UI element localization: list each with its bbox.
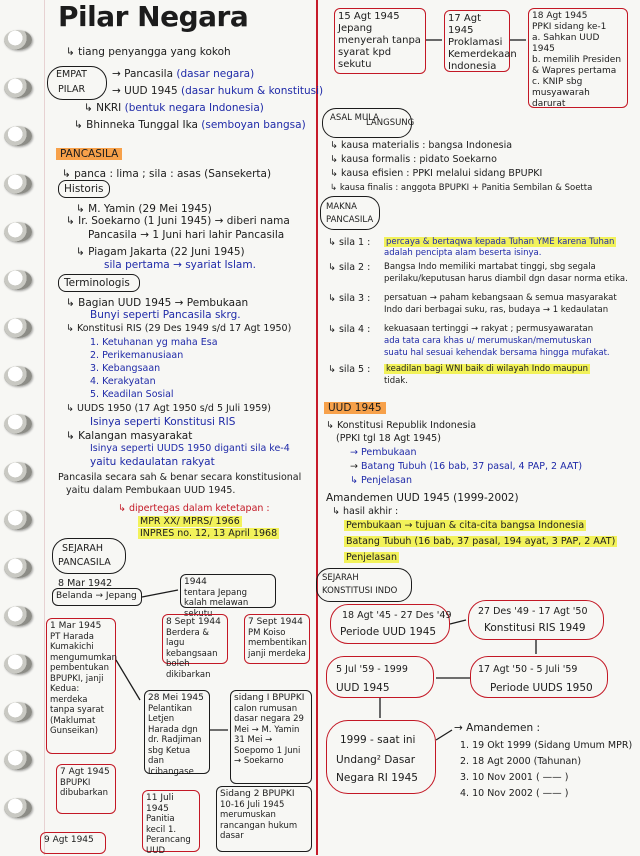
ring-icon [4,126,32,146]
sila-desc: keadilan bagi WNI baik di wilayah Indo maupun [386,364,589,374]
terminologis-item: ↳ Kalangan masyarakat [66,430,193,442]
asal-mula-label: ASAL MULA [330,113,379,123]
terminologis-item: Bunyi seperti Pancasila skrg. [90,309,241,321]
pilar-item: → Pancasila (dasar negara) [112,68,255,80]
sejarah-label: SEJARAH [322,573,359,583]
ring-icon [4,270,32,290]
terminologis-item: Isinya seperti Konstitusi RIS [90,416,236,428]
conclusion-line: Pancasila secara sah & benar secara konstitusional [58,472,302,483]
ring-icon [4,654,32,674]
sila-name: ↳ sila 3 : [328,293,371,304]
ring-icon [4,462,32,482]
sila-desc: persatuan → paham kebangsaan & semua masyarakat [384,293,617,303]
uud-part: → Batang Tubuh (16 bab, 37 pasal, 4 PAP, 2 AAT) [350,461,583,472]
historis-item: sila pertama → syariat Islam. [104,259,256,271]
pancasila-etymology: ↳ panca : lima ; sila : asas (Sansekerta) [62,168,272,180]
sila-name: ↳ sila 1 : [328,237,371,248]
pilar-label: PILAR [58,84,86,95]
mpr-decree: MPR XX/ MPRS/ 1966 [140,516,240,527]
amandemen-item: 2. 18 Agt 2000 (Tahunan) [460,756,582,767]
ring-icon [4,606,32,626]
asal-mula-item: ↳ kausa formalis : pidato Soekarno [330,154,497,165]
ring-icon [4,318,32,338]
arrow-connector [142,590,178,597]
sila-name: ↳ sila 2 : [328,262,371,273]
arrow-connector [436,730,452,740]
arrow-connector [116,660,140,700]
uud-hasil: ↳ hasil akhir : [332,506,399,517]
sila-list-item: 1. Ketuhanan yg maha Esa [90,337,218,348]
page-title: Pilar Negara [58,0,249,33]
konstitusi-label: KONSTITUSI INDO [322,586,398,596]
periode-date: 5 Jul '59 - 1999 [336,664,408,675]
periode-name: UUD 1945 [336,682,390,694]
pancasila-label: PANCASILA [326,215,374,225]
sila-desc: kekuasaan tertinggi → rakyat ; permusyawaratan [384,324,594,334]
dipertegas-note: ↳ dipertegas dalam ketetapan : [118,503,270,514]
timeline-box-bpupki: 1 Mar 1945 PT Harada Kumakichi mengumumkan pembentukan BPUPKI, janji Kedua: merdeka tanpa syarat (Maklumat Gunseikan) [46,618,116,754]
arrow-connector [450,620,466,624]
periode-date: 27 Des '49 - 17 Agt '50 [478,606,588,617]
terminologis-item: yaitu kedaulatan rakyat [90,456,215,468]
uud-line: (PPKI tgl 18 Agt 1945) [336,433,441,444]
historis-label: Historis [64,183,104,195]
timeline-date: 8 Mar 1942 [58,578,113,589]
ring-icon [4,366,32,386]
periode-date: 1999 - saat ini [340,734,416,746]
uud-hasil-item: Penjelasan [346,552,397,563]
timeline-box: 15 Agt 1945 Jepang menyerah tanpa syarat kpd sekutu [334,8,426,74]
ring-icon [4,222,32,242]
uud-part: → Pembukaan [350,447,417,458]
asal-mula-item: ↳ kausa materialis : bangsa Indonesia [330,140,513,151]
timeline-box-ppki: 18 Agt 1945 PPKI sidang ke-1 a. Sahkan UUD 1945 b. memilih Presiden & Wapres pertama c. KNIP sbg musyawarah darurat [528,8,628,108]
periode-date: 17 Agt '50 - 5 Juli '59 [478,664,578,675]
terminologis-label: Terminologis [64,277,130,289]
sila-name: ↳ sila 4 : [328,324,371,335]
timeline-box: 1944 tentara Jepang kalah melawan sekutu [180,574,276,608]
terminologis-item: ↳ Konstitusi RIS (29 Des 1949 s/d 17 Agt 1950) [66,323,292,334]
sila-desc: percaya & bertaqwa kepada Tuhan YME karena Tuhan [386,237,615,247]
amandemen-item: 3. 10 Nov 2001 ( —— ) [460,772,569,783]
sila-list-item: 5. Keadilan Sosial [90,389,174,400]
ring-icon [4,558,32,578]
periode-name: Undang² Dasar [336,754,416,766]
timeline-box: sidang I BPUPKI calon rumusan dasar negara 29 Mei → M. Yamin 31 Mei → Soepomo 1 Juni → Soekarno [230,690,312,784]
asal-mula-item: ↳ kausa finalis : anggota BPUPKI + Panitia Sembilan & Soetta [330,183,593,193]
sila-list-item: 3. Kebangsaan [90,363,161,374]
uud-part: ↳ Penjelasan [350,475,412,486]
ring-icon [4,510,32,530]
periode-date: 18 Agt '45 - 27 Des '49 [342,610,452,621]
definition: ↳ tiang penyangga yang kokoh [66,46,231,58]
terminologis-item: ↳ UUDS 1950 (17 Agt 1950 s/d 5 Juli 1959) [66,403,272,414]
ring-icon [4,30,32,50]
sila-list-item: 4. Kerakyatan [90,376,156,387]
timeline-box: Belanda → Jepang [52,588,142,606]
pancasila-header: PANCASILA [56,148,122,160]
pancasila-label: PANCASILA [58,557,111,568]
inpres-decree: INPRES no. 12, 13 April 1968 [140,528,278,539]
timeline-box: 9 Agt 1945 [40,832,106,854]
terminologis-item: Isinya seperti UUDS 1950 diganti sila ke-4 [90,443,290,454]
ring-icon [4,78,32,98]
uud-header: UUD 1945 [324,402,386,414]
periode-name: Negara RI 1945 [336,772,418,784]
uud-hasil-item: Batang Tubuh (16 bab, 37 pasal, 194 ayat, 3 PAP, 2 AAT) [346,536,616,547]
periode-name: Periode UUDS 1950 [490,682,593,694]
sila-desc: ada tata cara khas u/ merumuskan/memutuskan [384,336,592,346]
sila-desc: suatu hal sesuai kehendak bersama hingga mufakat. [384,348,610,358]
uud-line: ↳ Konstitusi Republik Indonesia [326,420,477,431]
periode-name: Periode UUD 1945 [340,626,437,638]
historis-item: ↳ Ir. Soekarno (1 Juni 1945) → diberi nama [66,215,290,227]
empat-label: EMPAT [56,69,87,80]
ring-icon [4,798,32,818]
sejarah-label: SEJARAH [62,543,104,554]
margin-line [44,0,45,855]
sila-desc: perilaku/keputusan harus diambil dgn dasar norma etika. [384,274,628,284]
ring-icon [4,750,32,770]
sila-desc: adalah pencipta alam beserta isinya. [384,248,542,258]
langsung-label: LANGSUNG [366,118,415,128]
timeline-box: 8 Sept 1944 Berdera & lagu kebangsaan boleh dikibarkan [162,614,228,664]
historis-item: ↳ Piagam Jakarta (22 Juni 1945) [76,246,245,258]
timeline-box: 7 Sept 1944 PM Koiso membentikan janji merdeka [244,614,310,664]
sila-desc: tidak. [384,376,408,386]
uud-hasil-item: Pembukaan → tujuan & cita-cita bangsa Indonesia [346,520,585,531]
uud-amandemen: Amandemen UUD 1945 (1999-2002) [326,492,519,504]
pilar-item: ↳ NKRI (bentuk negara Indonesia) [84,102,264,114]
column-divider [316,0,318,855]
historis-item: ↳ M. Yamin (29 Mei 1945) [76,203,212,215]
timeline-box: Sidang 2 BPUPKI 10-16 Juli 1945 merumuskan rancangan hukum dasar [216,786,312,852]
amandemen-label: → Amandemen : [454,722,540,734]
periode-name: Konstitusi RIS 1949 [484,622,586,634]
conclusion-line: yaitu dalam Pembukaan UUD 1945. [66,485,236,496]
ring-icon [4,414,32,434]
sila-name: ↳ sila 5 : [328,364,371,375]
amandemen-item: 1. 19 Okt 1999 (Sidang Umum MPR) [460,740,633,751]
historis-item: Pancasila → 1 Juni hari lahir Pancasila [88,229,285,241]
timeline-box: 17 Agt 1945 Proklamasi Kemerdekaan Indonesia [444,10,510,72]
sila-list-item: 2. Perikemanusiaan [90,350,184,361]
sila-desc: Indo dari berbagai suku, ras, budaya → 1 kedaulatan [384,305,609,315]
pilar-item: ↳ Bhinneka Tunggal Ika (semboyan bangsa) [74,119,306,131]
spiral-binding [0,0,42,855]
asal-mula-item: ↳ kausa efisien : PPKI melalui sidang BPUPKI [330,168,543,179]
terminologis-item: ↳ Bagian UUD 1945 → Pembukaan [66,297,249,309]
timeline-box: 11 Juli 1945 Panitia kecil 1. Perancang UUD [142,790,200,852]
timeline-box: 28 Mei 1945 Pelantikan Letjen Harada dgn dr. Radjiman sbg Ketua dan Icibangase [144,690,210,774]
sila-desc: Bangsa Indo memiliki martabat tinggi, sbg segala [384,262,596,272]
pilar-item: → UUD 1945 (dasar hukum & konstitusi) [112,85,324,97]
amandemen-item: 4. 10 Nov 2002 ( —— ) [460,788,569,799]
makna-label: MAKNA [326,202,357,212]
ring-icon [4,174,32,194]
timeline-box: 7 Agt 1945 BPUPKI dibubarkan [56,764,116,814]
ring-icon [4,702,32,722]
